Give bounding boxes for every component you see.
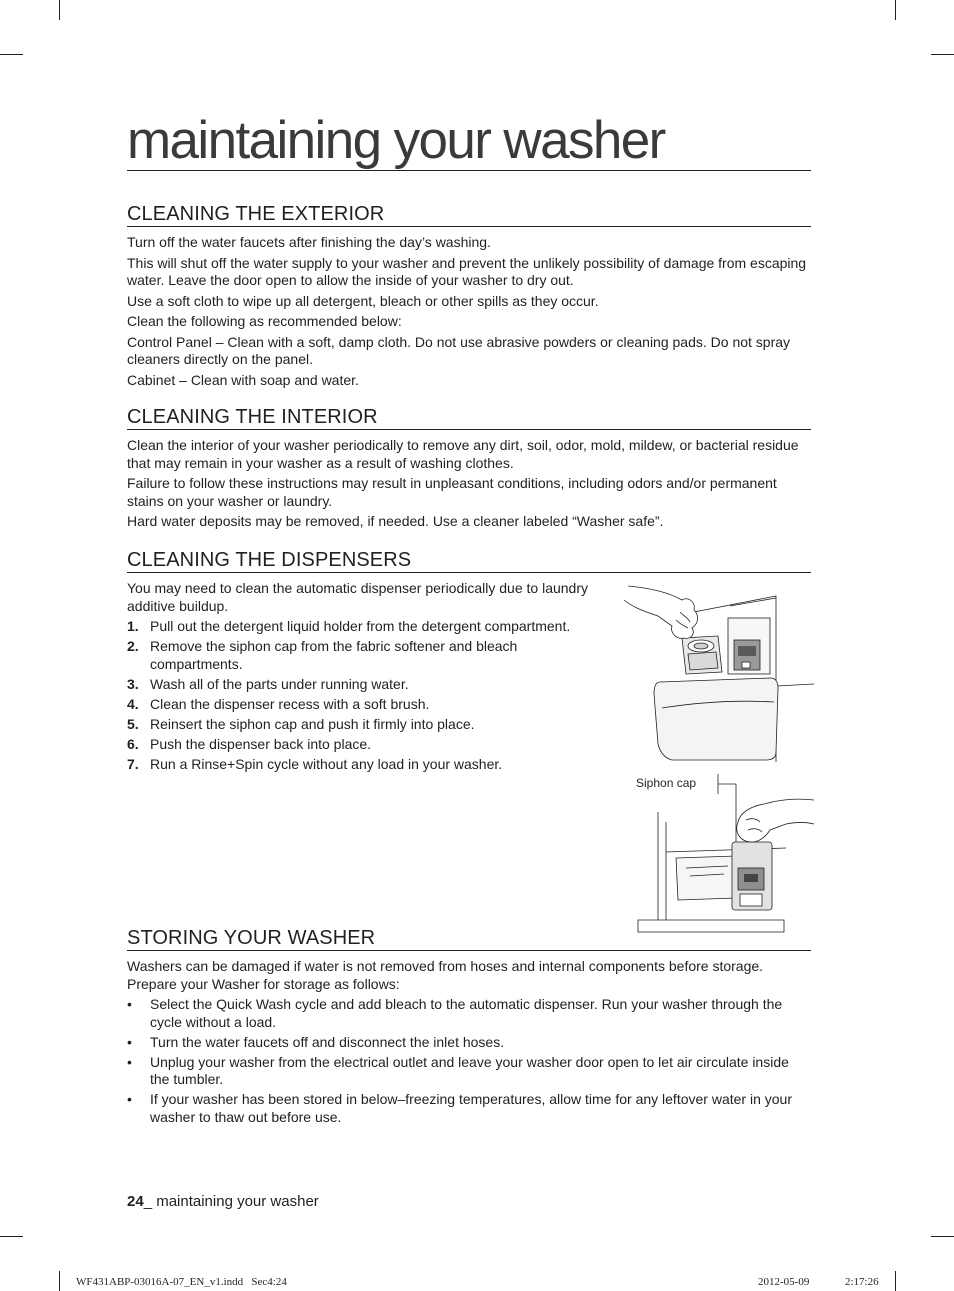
step-text: Wash all of the parts under running water.: [150, 675, 409, 692]
paragraph: You may need to clean the automatic dispenser periodically due to laundry additive buildup.: [127, 580, 588, 614]
list-item: [127, 996, 811, 1031]
dispenser-removal-illustration: [610, 582, 814, 764]
section-cleaning-interior: [127, 405, 811, 531]
bullet-text: Select the Quick Wash cycle and add bleach to the automatic dispenser. Run your washer through the cycle without a load.: [150, 996, 783, 1030]
section-heading: CLEANING THE INTERIOR: [127, 405, 811, 430]
crop-mark: [0, 1236, 23, 1237]
step-number: 1.: [127, 618, 139, 634]
section-heading: STORING YOUR WASHER: [127, 926, 811, 951]
crop-mark: [59, 0, 60, 20]
paragraph: Clean the following as recommended below:: [127, 313, 402, 329]
step-text: Run a: [150, 755, 192, 772]
footer-section-name: maintaining your washer: [156, 1193, 319, 1210]
list-item: [127, 638, 607, 673]
page-footer: [127, 1193, 319, 1210]
crop-mark: [931, 1236, 954, 1237]
paragraph: Cabinet – Clean with soap and water.: [127, 371, 359, 388]
list-item: [127, 676, 607, 694]
step-number: 2.: [127, 638, 139, 654]
paragraph: Use a soft cloth to wipe up all detergent, bleach or other spills as they occur.: [127, 292, 599, 309]
crop-mark: [895, 0, 896, 20]
step-text: cycle without any load in your washer.: [263, 755, 503, 772]
paragraph: Control Panel – Clean with a soft, damp cloth. Do not use abrasive powders or cleaning pads. Do not spray cleaners directly on the panel.: [127, 333, 791, 367]
section-body: [127, 437, 811, 531]
section-heading: CLEANING THE DISPENSERS: [127, 548, 811, 573]
siphon-cap-illustration: [636, 772, 816, 934]
section-body: [127, 234, 811, 389]
step-text: Reinsert the siphon cap and push it firmly into place.: [150, 715, 475, 732]
bullet-glyph: •: [127, 1053, 132, 1070]
page-title: maintaining your washer: [127, 118, 811, 171]
bullet-list: [127, 996, 811, 1126]
section-storing-washer: [127, 926, 811, 1126]
step-number: 3.: [127, 675, 139, 692]
step-number: 4.: [127, 695, 139, 712]
list-item: [127, 716, 607, 734]
slug-file: WF431ABP-03016A-07_EN_v1.indd Sec4:24: [76, 1276, 287, 1288]
siphon-cap-label: Siphon cap: [636, 776, 697, 790]
step-text: Pull out the detergent liquid holder from the detergent compartment.: [150, 618, 571, 634]
step-number: 5.: [127, 715, 139, 732]
crop-mark: [895, 1271, 896, 1291]
bullet-glyph: •: [127, 1033, 132, 1050]
bullet-glyph: •: [127, 996, 132, 1012]
steps-list: [127, 618, 607, 773]
list-item: [127, 696, 607, 714]
bullet-text: Unplug your washer from the electrical outlet and leave your washer door open to let air circulate inside the tumbler.: [150, 1053, 789, 1087]
section-heading: CLEANING THE EXTERIOR: [127, 202, 811, 227]
page-number: 24: [127, 1193, 144, 1210]
list-item: [127, 1034, 811, 1052]
paragraph: Turn off the water faucets after finishing the day’s washing.: [127, 234, 491, 250]
paragraph: Failure to follow these instructions may result in unpleasant conditions, including odors and/or permanent stains on your washer or laundry.: [127, 475, 777, 509]
slug-date: 2012-05-09: [758, 1276, 810, 1288]
section-body: [127, 580, 607, 773]
list-item: [127, 618, 607, 636]
crop-mark: [0, 54, 23, 55]
slug-time: 2:17:26: [845, 1276, 879, 1288]
paragraph: Clean the interior of your washer periodically to remove any dirt, soil, odor, mold, mildew, or bacterial residue that may remain in your washer as a result of washing clothes.: [127, 437, 799, 471]
step-text: Push the dispenser back into place.: [150, 735, 372, 752]
crop-mark: [931, 54, 954, 55]
step-number: 6.: [127, 735, 139, 752]
section-body: [127, 958, 811, 1126]
list-item: [127, 1054, 811, 1089]
bullet-glyph: •: [127, 1091, 132, 1107]
step-text: Clean the dispenser recess with a soft brush.: [150, 695, 430, 712]
bullet-text: Turn the water faucets off and disconnect the inlet hoses.: [150, 1033, 505, 1050]
paragraph: Washers can be damaged if water is not removed from hoses and internal components before storage. Prepare your Washer for storage as follows:: [127, 958, 764, 992]
paragraph: This will shut off the water supply to your washer and prevent the unlikely possibility of damage from escaping water. Leave the door open to allow the inside of your washer to dry out.: [127, 254, 807, 288]
step-text: Remove the siphon cap from the fabric softener and bleach compartments.: [150, 638, 518, 672]
bullet-text: If your washer has been stored in below–freezing temperatures, allow time for any leftover water in your washer to thaw out before use.: [150, 1091, 792, 1125]
list-item: [127, 1091, 811, 1126]
section-cleaning-exterior: [127, 202, 811, 389]
crop-mark: [59, 1271, 60, 1291]
list-item: [127, 736, 607, 754]
step-number: 7.: [127, 755, 139, 772]
paragraph: Hard water deposits may be removed, if needed. Use a cleaner labeled “Washer safe”.: [127, 513, 664, 529]
cycle-name: Rinse+Spin: [191, 755, 264, 772]
footer-separator: _: [143, 1193, 157, 1210]
list-item: [127, 756, 607, 774]
